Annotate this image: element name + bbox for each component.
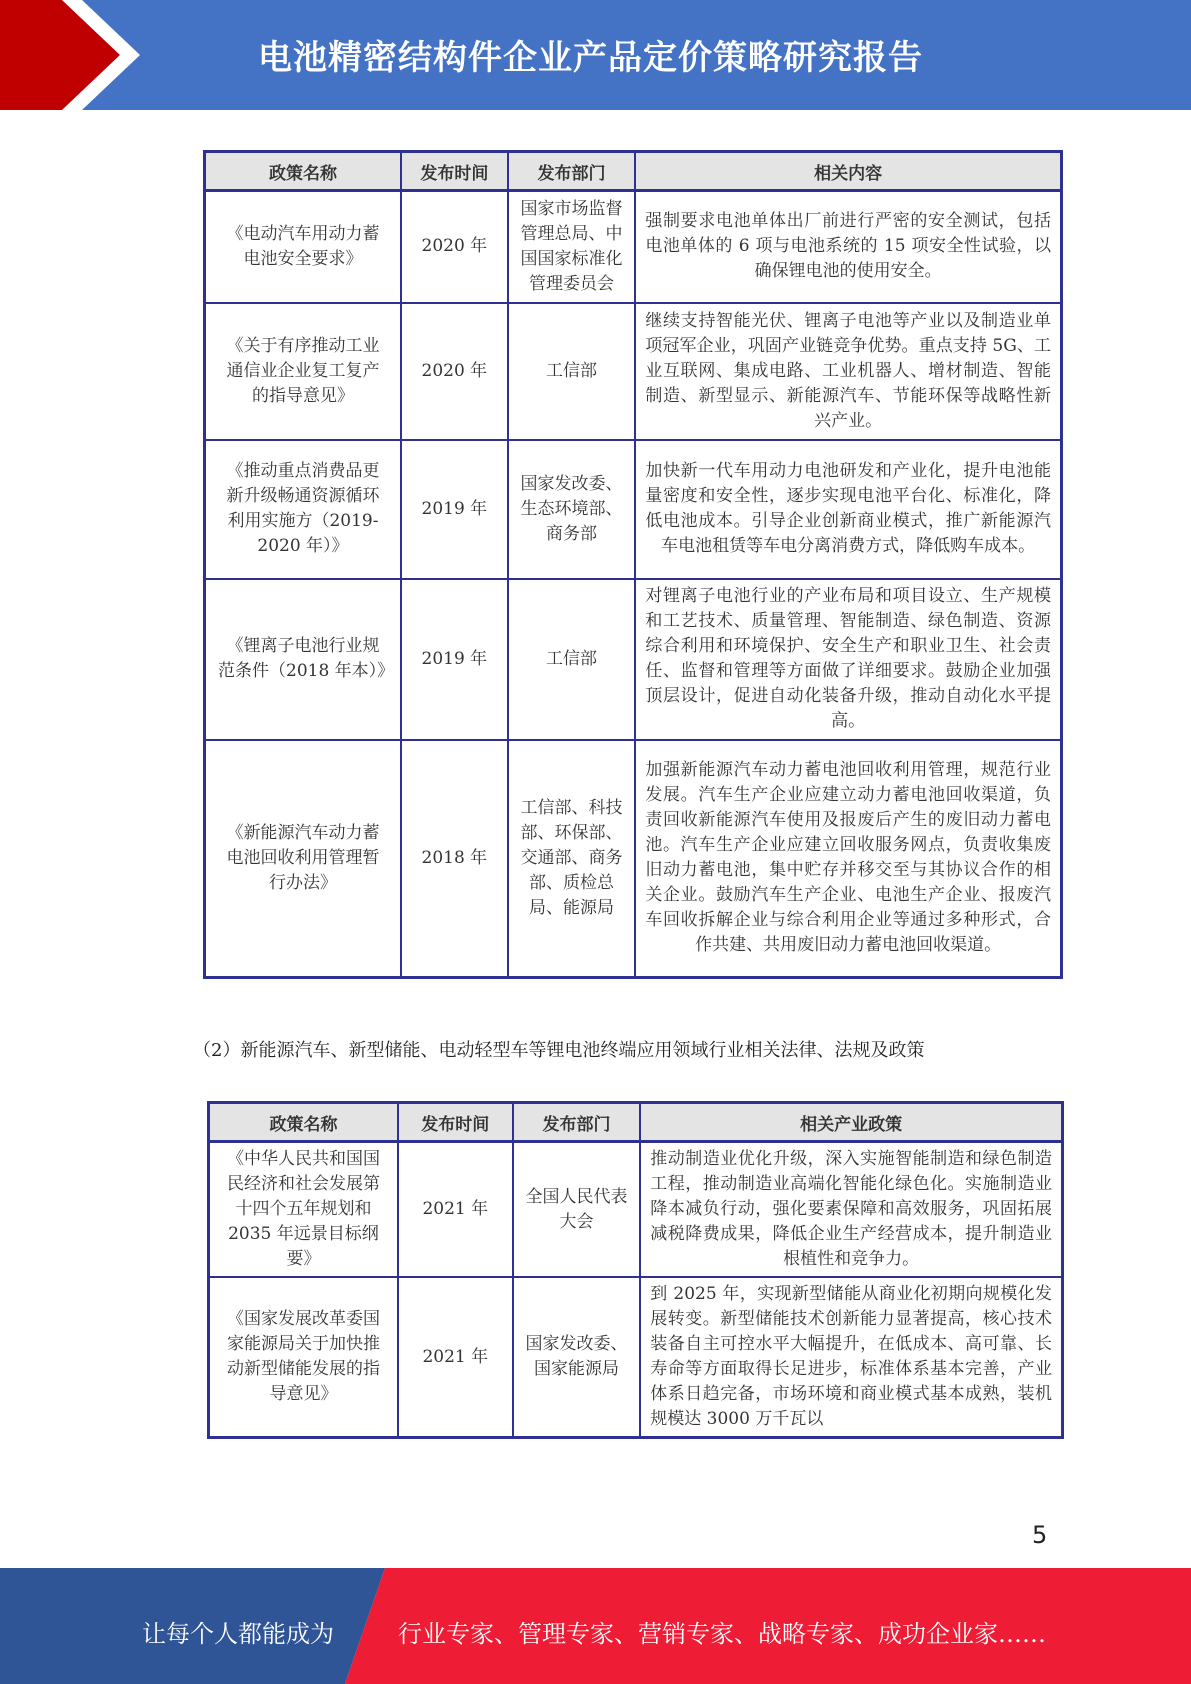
- policy-date: 2019 年: [401, 579, 508, 740]
- column-header-content: 相关内容: [635, 152, 1061, 191]
- policy-dept: 工信部: [508, 579, 636, 740]
- footer-slogan-left: 让每个人都能成为: [142, 1620, 334, 1648]
- policy-date: 2018 年: [401, 740, 508, 978]
- policy-name: 《国家发展改革委国家能源局关于加快推动新型储能发展的指导意见》: [209, 1277, 398, 1438]
- section-heading: （2）新能源汽车、新型储能、电动轻型车等锂电池终端应用领域行业相关法律、法规及政策: [193, 1040, 925, 1061]
- policy-table-battery: [203, 150, 1063, 979]
- policy-name: 《关于有序推动工业通信业企业复工复产的指导意见》: [205, 303, 401, 440]
- policy-name: 《电动汽车用动力蓄电池安全要求》: [205, 191, 401, 303]
- footer-slogan-right: 行业专家、管理专家、营销专家、战略专家、成功企业家……: [398, 1620, 1046, 1648]
- table-row: [209, 1142, 1063, 1278]
- column-header-date: 发布时间: [401, 152, 508, 191]
- policy-dept: 全国人民代表大会: [513, 1142, 641, 1278]
- column-header-content: 相关产业政策: [640, 1103, 1062, 1142]
- policy-dept: 国家发改委、国家能源局: [513, 1277, 641, 1438]
- policy-dept: 工信部: [508, 303, 636, 440]
- policy-name: 《推动重点消费品更新升级畅通资源循环利用实施方（2019-2020 年）》: [205, 440, 401, 579]
- table-row: [205, 579, 1062, 740]
- policy-name: 《锂离子电池行业规范条件（2018 年本）》: [205, 579, 401, 740]
- policy-dept: 国家发改委、生态环境部、商务部: [508, 440, 636, 579]
- column-header-dept: 发布部门: [508, 152, 636, 191]
- table-header-row: [209, 1103, 1063, 1142]
- policy-content: 加强新能源汽车动力蓄电池回收利用管理，规范行业发展。汽车生产企业应建立动力蓄电池回收渠道，负责回收新能源汽车使用及报废后产生的废旧动力蓄电池。汽车生产企业应建立回收服务网点，负责收集废旧动力蓄电池，集中贮存并移交至与其协议合作的相关企业。鼓励汽车生产企业、电池生产企业、报废汽车回收拆解企业与综合利用企业等通过多种形式，合作共建、共用废旧动力蓄电池回收渠道。: [635, 740, 1061, 978]
- table-row: [205, 740, 1062, 978]
- policy-date: 2021 年: [398, 1277, 513, 1438]
- policy-date: 2021 年: [398, 1142, 513, 1278]
- table-header-row: [205, 152, 1062, 191]
- policy-content: 推动制造业优化升级，深入实施智能制造和绿色制造工程，推动制造业高端化智能化绿色化。实施制造业降本减负行动，强化要素保障和高效服务，巩固拓展减税降费成果，降低企业生产经营成本，提升制造业根植性和竞争力。: [640, 1142, 1062, 1278]
- column-header-dept: 发布部门: [513, 1103, 641, 1142]
- table-row: [205, 303, 1062, 440]
- policy-content: 加快新一代车用动力电池研发和产业化，提升电池能量密度和安全性，逐步实现电池平台化、标准化，降低电池成本。引导企业创新商业模式，推广新能源汽车电池租赁等车电分离消费方式，降低购车成本。: [635, 440, 1061, 579]
- policy-content: 到 2025 年，实现新型储能从商业化初期向规模化发展转变。新型储能技术创新能力显著提高，核心技术装备自主可控水平大幅提升，在低成本、高可靠、长寿命等方面取得长足进步，标准体系基本完善，产业体系日趋完备，市场环境和商业模式基本成熟，装机规模达 3000 万千瓦以: [640, 1277, 1062, 1438]
- policy-date: 2019 年: [401, 440, 508, 579]
- policy-dept: 国家市场监督管理总局、中国国家标准化管理委员会: [508, 191, 636, 303]
- policy-name: 《中华人民共和国国民经济和社会发展第十四个五年规划和 2035 年远景目标纲要》: [209, 1142, 398, 1278]
- policy-content: 继续支持智能光伏、锂离子电池等产业以及制造业单项冠军企业，巩固产业链竞争优势。重点支持 5G、工业互联网、集成电路、工业机器人、增材制造、智能制造、新型显示、新能源汽车、节能环保等战略性新兴产业。: [635, 303, 1061, 440]
- page-number: 5: [1032, 1521, 1048, 1549]
- column-header-name: 政策名称: [205, 152, 401, 191]
- table-row: [205, 191, 1062, 303]
- policy-dept: 工信部、科技部、环保部、交通部、商务部、质检总局、能源局: [508, 740, 636, 978]
- column-header-date: 发布时间: [398, 1103, 513, 1142]
- report-title: 电池精密结构件企业产品定价策略研究报告: [258, 38, 923, 78]
- policy-content: 对锂离子电池行业的产业布局和项目设立、生产规模和工艺技术、质量管理、智能制造、绿色制造、资源综合利用和环境保护、安全生产和职业卫生、社会责任、监督和管理等方面做了详细要求。鼓励企业加强顶层设计，促进自动化装备升级，推动自动化水平提高。: [635, 579, 1061, 740]
- column-header-name: 政策名称: [209, 1103, 398, 1142]
- table-row: [209, 1277, 1063, 1438]
- policy-content: 强制要求电池单体出厂前进行严密的安全测试，包括电池单体的 6 项与电池系统的 15 项安全性试验，以确保锂电池的使用安全。: [635, 191, 1061, 303]
- policy-table-application: [207, 1101, 1064, 1439]
- policy-date: 2020 年: [401, 191, 508, 303]
- policy-date: 2020 年: [401, 303, 508, 440]
- page-header: [0, 0, 1191, 110]
- header-arrow-decoration: [0, 0, 160, 110]
- policy-name: 《新能源汽车动力蓄电池回收利用管理暂行办法》: [205, 740, 401, 978]
- table-row: [205, 440, 1062, 579]
